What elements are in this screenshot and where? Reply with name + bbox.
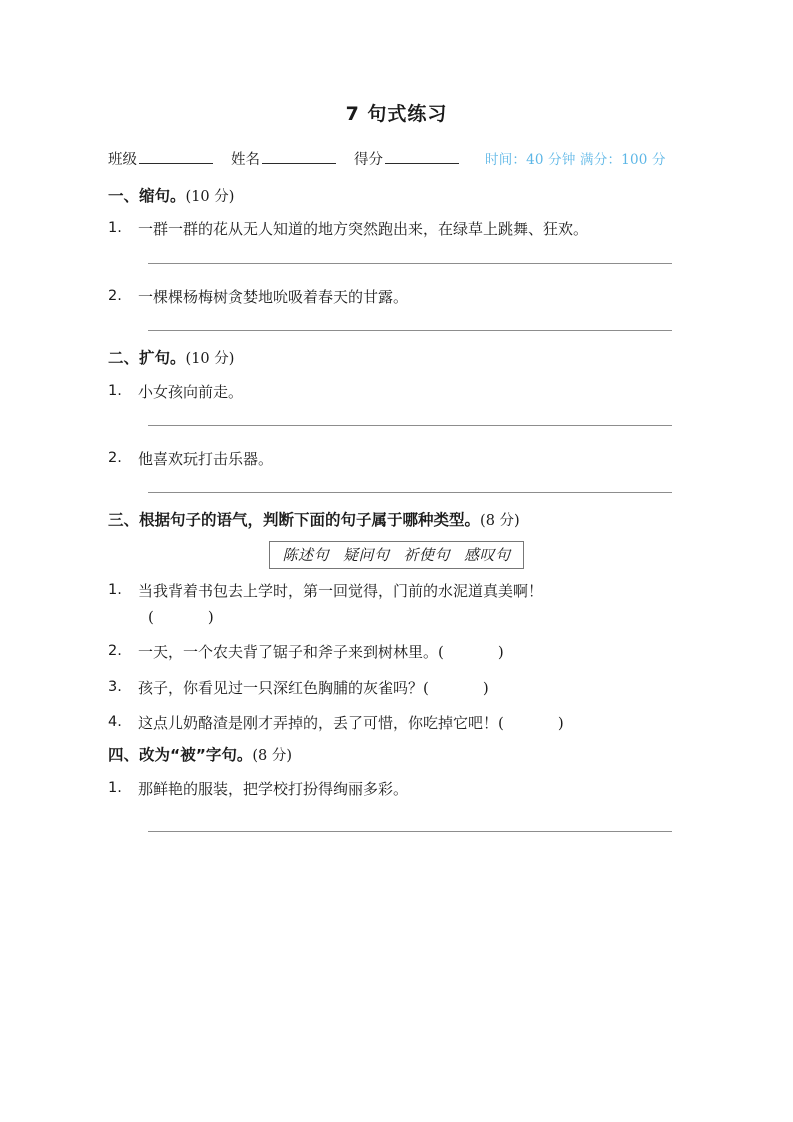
paren-close: ) <box>207 608 214 627</box>
spacer <box>108 701 685 710</box>
question-3-2 <box>108 639 685 665</box>
spacer <box>108 207 685 216</box>
spacer <box>108 736 685 745</box>
paren-close: ) <box>497 643 504 662</box>
section-number-1: 一、 <box>108 186 140 205</box>
class-blank[interactable] <box>139 149 213 164</box>
question-3-3 <box>108 675 685 701</box>
type-option-imperative: 祈使句 <box>403 545 451 564</box>
section-points-2: (10 分) <box>185 350 235 367</box>
paren-open: ( <box>423 678 429 697</box>
section-title-3: 根据句子的语气，判断下面的句子属于哪种类型。 <box>139 511 481 530</box>
spacer <box>108 243 685 263</box>
spacer <box>108 532 685 541</box>
paren-close: ) <box>557 713 564 732</box>
type-option-exclamatory: 感叹句 <box>464 545 511 564</box>
paren-open: ( <box>498 713 504 732</box>
spacer <box>108 569 685 578</box>
paren-group[interactable] <box>148 604 214 630</box>
section-title-4: 改为“被”字句。 <box>139 746 253 765</box>
sentence-type-box <box>269 541 523 569</box>
question-1-1 <box>108 216 685 242</box>
question-number: 2. <box>108 449 122 466</box>
name-field[interactable] <box>231 148 338 169</box>
section-heading-3 <box>108 510 685 532</box>
name-blank[interactable] <box>262 149 336 164</box>
name-label: 姓名 <box>231 151 260 168</box>
spacer <box>108 493 685 510</box>
section-points-4: (8 分) <box>252 748 293 765</box>
page-title: 7 句式练习 <box>345 103 448 125</box>
question-text: 小女孩向前走。 <box>138 382 244 401</box>
question-sentence: 孩子，你看见过一只深红色胸脯的灰雀吗？ <box>138 678 424 697</box>
question-3-1 <box>108 578 685 604</box>
spacer <box>108 802 685 822</box>
section-number-2: 二、 <box>108 348 140 367</box>
spacer <box>108 426 685 446</box>
section-heading-1 <box>108 186 685 208</box>
question-sentence: 一天，一个农夫背了锯子和斧子来到树林里。 <box>138 643 439 662</box>
class-field[interactable] <box>108 148 215 169</box>
question-1-2 <box>108 284 685 310</box>
question-text: 一棵棵杨梅树贪婪地吮吸着春天的甘露。 <box>138 287 409 306</box>
spacer <box>108 264 685 284</box>
spacer <box>108 822 685 831</box>
class-label: 班级 <box>108 151 137 168</box>
section-heading-2 <box>108 348 685 370</box>
question-number: 1. <box>108 220 122 237</box>
question-text <box>138 639 685 665</box>
question-number: 2. <box>108 643 122 660</box>
question-text <box>138 675 685 701</box>
answer-line[interactable] <box>148 831 672 832</box>
question-number: 1. <box>108 382 122 399</box>
paren-open: ( <box>438 643 444 662</box>
spacer <box>108 169 685 186</box>
section-title-1: 缩句。 <box>139 186 186 205</box>
question-number: 1. <box>108 779 122 796</box>
question-text: 那鲜艳的服装，把学校打扮得绚丽多彩。 <box>138 779 409 798</box>
score-field[interactable] <box>354 148 461 169</box>
question-text: 他喜欢玩打击乐器。 <box>138 449 274 468</box>
section-heading-4 <box>108 745 685 767</box>
section-number-3: 三、 <box>108 511 140 530</box>
spacer <box>108 767 685 776</box>
question-number: 4. <box>108 713 122 730</box>
question-text: 当我背着书包去上学时，第一回觉得，门前的水泥道真美啊！ <box>138 581 544 600</box>
type-option-interrogative: 疑问句 <box>342 545 390 564</box>
section-points-3: (8 分) <box>480 513 520 530</box>
paren-group[interactable] <box>438 639 504 665</box>
question-text <box>138 710 685 736</box>
student-info-row <box>108 148 685 169</box>
spacer <box>108 666 685 675</box>
paren-open: ( <box>148 608 154 627</box>
section-points-1: (10 分) <box>185 188 235 205</box>
question-3-4 <box>108 710 685 736</box>
section-title-2: 扩句。 <box>139 348 186 367</box>
exam-meta: 时间：40 分钟 满分：100 分 <box>485 151 666 168</box>
paren-group[interactable] <box>498 710 564 736</box>
sentence-type-box-wrapper <box>108 541 685 569</box>
question-2-1 <box>108 379 685 405</box>
spacer <box>108 472 685 492</box>
score-label: 得分 <box>354 151 383 168</box>
question-sentence: 这点儿奶酪渣是刚才弄掉的，丢了可惜，你吃掉它吧！ <box>138 713 499 732</box>
section-number-4: 四、 <box>108 746 140 765</box>
spacer <box>108 630 685 639</box>
spacer <box>108 331 685 348</box>
spacer <box>108 370 685 379</box>
answer-paren-3-1[interactable] <box>148 604 685 630</box>
question-number: 3. <box>108 678 122 695</box>
score-blank[interactable] <box>385 149 459 164</box>
question-2-2 <box>108 446 685 472</box>
spacer <box>108 310 685 330</box>
question-number: 1. <box>108 581 122 598</box>
question-number: 2. <box>108 287 122 304</box>
spacer <box>108 405 685 425</box>
type-option-declarative: 陈述句 <box>282 545 329 564</box>
question-text: 一群一群的花从无人知道的地方突然跑出来，在绿草上跳舞、狂欢。 <box>138 220 589 239</box>
paren-close: ) <box>482 678 489 697</box>
question-4-1 <box>108 776 685 802</box>
paren-group[interactable] <box>423 675 489 701</box>
